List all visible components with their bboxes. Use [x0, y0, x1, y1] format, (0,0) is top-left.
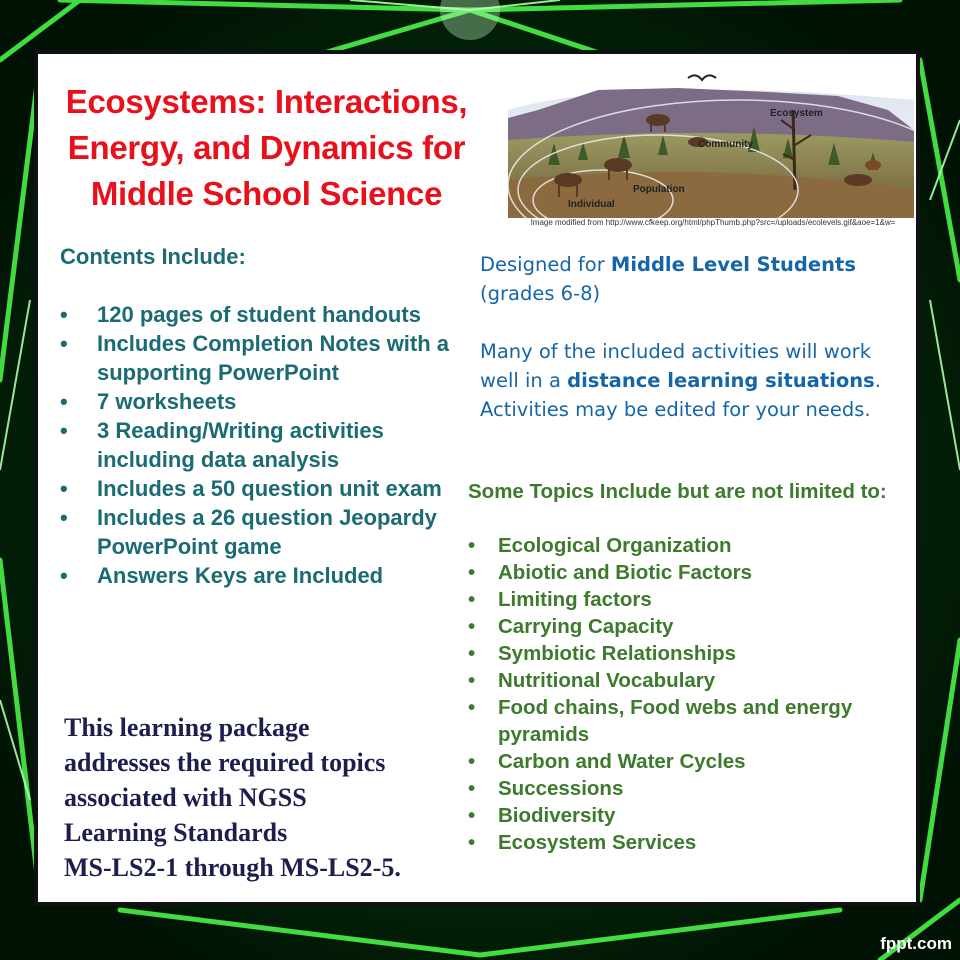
list-item: • Nutritional Vocabulary [468, 667, 918, 694]
audience-bold: Middle Level Students [610, 253, 856, 276]
contents-list [60, 300, 460, 590]
audience-suffix: (grades 6-8) [480, 282, 601, 305]
brand-watermark: fppt.com [880, 934, 952, 953]
product-card [34, 50, 920, 906]
ngss-line: associated with NGSS [64, 783, 307, 812]
distance-suffix: . Activities may be edited for your needs. [480, 369, 881, 421]
label-ecosystem: Ecosystem [770, 108, 823, 119]
audience-prefix: Designed for [480, 253, 611, 276]
title-line: Energy, and Dynamics for [67, 129, 466, 166]
distance-bold: distance learning situations [567, 369, 875, 392]
topics-list [468, 532, 918, 856]
distance-prefix: Many of the included activities will work well in a [480, 340, 871, 392]
product-title [44, 79, 489, 217]
label-population: Population [633, 184, 685, 195]
title-line: Middle School Science [90, 175, 443, 212]
list-item: • Symbiotic Relationships [468, 640, 918, 667]
list-item: • Abiotic and Biotic Factors [468, 559, 918, 586]
contents-heading: Contents Include: [60, 244, 246, 269]
list-item: • 3 Reading/Writing activities including data analysis [60, 416, 460, 474]
topics-heading: Some Topics Include but are not limited to: [468, 480, 887, 503]
image-caption: Image modified from http://www.cfkeep.org/html/phpThumb.php?src=/uploads/ecolevels.gif&aoe=1&w= [530, 218, 896, 227]
distance-paragraph [480, 337, 910, 424]
list-item: • Limiting factors [468, 586, 918, 613]
list-item: • Biodiversity [468, 802, 918, 829]
list-item: • 120 pages of student handouts [60, 300, 460, 329]
contents-section [60, 242, 460, 590]
design-notes [480, 250, 910, 424]
list-item: • Includes Completion Notes with a supporting PowerPoint [60, 329, 460, 387]
list-item: • Answers Keys are Included [60, 561, 460, 590]
list-item: • Includes a 26 question Jeopardy PowerPoint game [60, 503, 460, 561]
list-item: • Successions [468, 775, 918, 802]
ngss-statement [64, 710, 444, 885]
list-item: • Carbon and Water Cycles [468, 748, 918, 775]
topics-section [468, 478, 918, 856]
list-item: • Ecosystem Services [468, 829, 918, 856]
ngss-line: addresses the required topics [64, 748, 386, 777]
audience-paragraph [480, 250, 910, 308]
label-community: Community [698, 139, 753, 150]
list-item: • Ecological Organization [468, 532, 918, 559]
list-item: • Carrying Capacity [468, 613, 918, 640]
title-line: Ecosystems: Interactions, [65, 83, 468, 120]
list-item: • Includes a 50 question unit exam [60, 474, 460, 503]
ngss-line: This learning package [64, 713, 310, 742]
list-item: • Food chains, Food webs and energy pyramids [468, 694, 918, 748]
ngss-line: MS-LS2-1 through MS-LS2-5. [64, 853, 401, 882]
ngss-line: Learning Standards [64, 818, 288, 847]
ecological-levels-illustration [508, 70, 914, 218]
list-item: • 7 worksheets [60, 387, 460, 416]
label-individual: Individual [568, 199, 615, 210]
